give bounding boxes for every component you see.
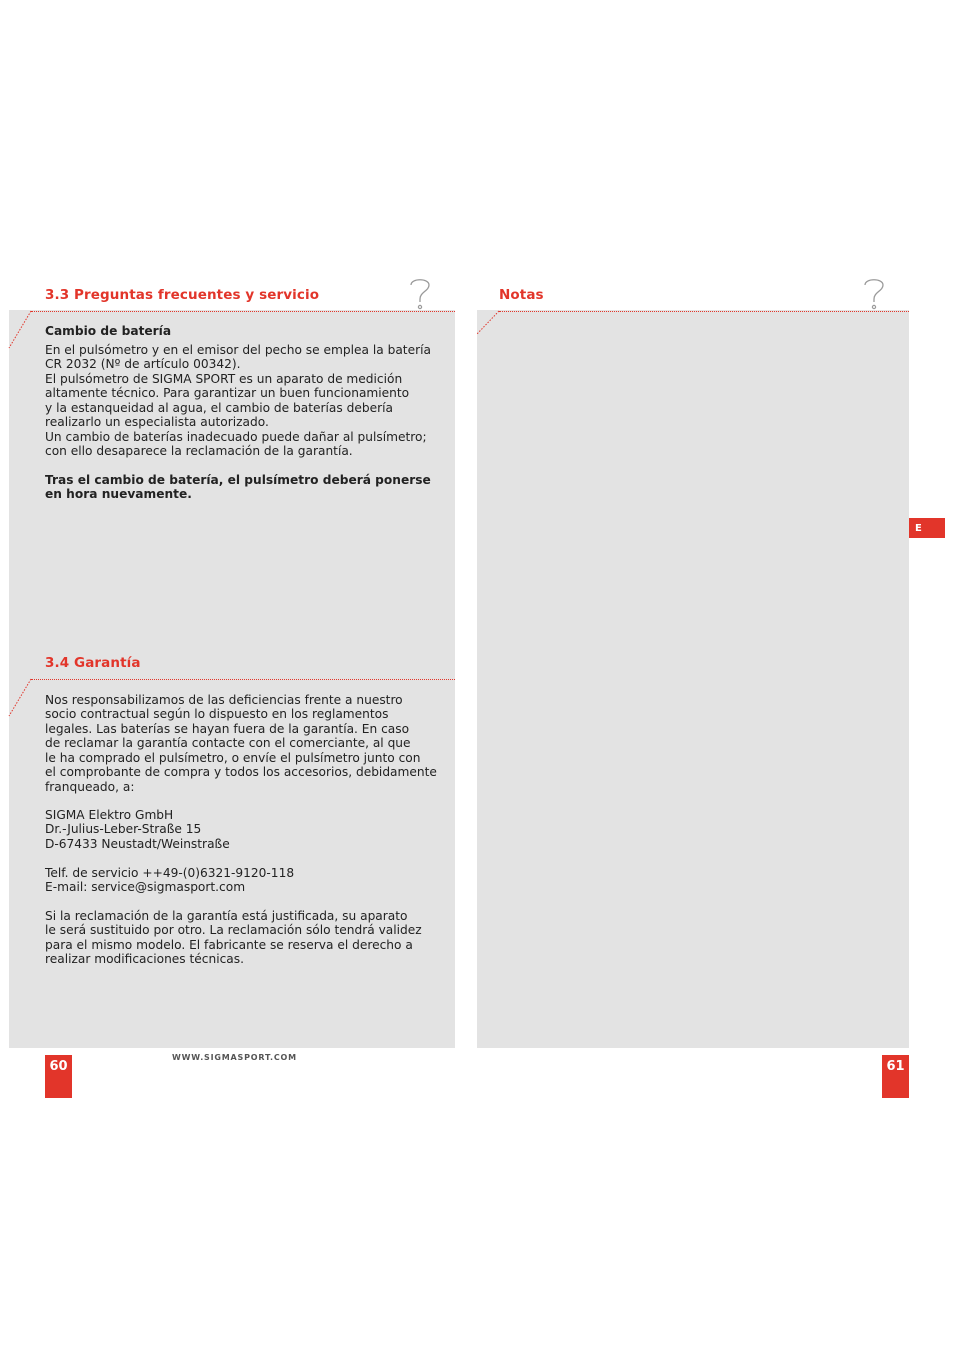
heading-divider: [31, 311, 455, 312]
section-heading-faq: 3.3 Preguntas frecuentes y servicio: [45, 287, 320, 303]
footer-url: WWW.SIGMASPORT.COM: [172, 1053, 297, 1062]
battery-note: Tras el cambio de batería, el pulsímetro deberá ponerse en hora nuevamente.: [45, 473, 431, 502]
contact-block: Telf. de servicio ++49-(0)6321-9120-118 E-mail: service@sigmasport.com: [45, 866, 295, 895]
question-mark-icon: [860, 275, 888, 311]
heading-divider: [499, 311, 909, 312]
page-number-right: 61: [882, 1055, 909, 1098]
section-heading-warranty: 3.4 Garantía: [45, 655, 141, 671]
notes-panel: [477, 310, 909, 1048]
address-block: SIGMA Elektro GmbH Dr.-Julius-Leber-Straße 15 D-67433 Neustadt/Weinstraße: [45, 808, 230, 851]
corner-accent: [8, 679, 32, 717]
section-heading-notes: Notas: [499, 287, 544, 303]
corner-accent: [476, 311, 500, 335]
subheading-battery: Cambio de batería: [45, 324, 172, 338]
heading-divider: [31, 679, 455, 680]
language-tab: E: [909, 518, 945, 538]
warranty-closing-text: Si la reclamación de la garantía está justificada, su aparato le será sustituido por otro. La reclamación sólo tendrá validez para el mismo modelo. El fabricante se reserva el derecho a realizar modificaciones técnicas.: [45, 909, 422, 967]
corner-accent: [8, 311, 32, 349]
battery-body-text: En el pulsómetro y en el emisor del pecho se emplea la batería CR 2032 (Nº de artículo 00342). El pulsómetro de SIGMA SPORT es un aparato de medición altamente técnico. Para garantizar un buen funcionamiento y la estanqueidad al agua, el cambio de baterías debería realizarlo un especialista autorizado. Un cambio de baterías inadecuado puede dañar al pulsímetro; con ello desaparece la reclamación de la garantía.: [45, 343, 431, 459]
question-mark-icon: [406, 275, 434, 311]
page-number-left: 60: [45, 1055, 72, 1098]
warranty-body-text: Nos responsabilizamos de las deficiencias frente a nuestro socio contractual según lo dispuesto en los reglamentos legales. Las baterías se hayan fuera de la garantía. En caso de reclamar la garantía contacte con el comerciante, al que le ha comprado el pulsímetro, o envíe el pulsímetro junto con el comprobante de compra y todos los accesorios, debidamente franqueado, a:: [45, 693, 437, 794]
